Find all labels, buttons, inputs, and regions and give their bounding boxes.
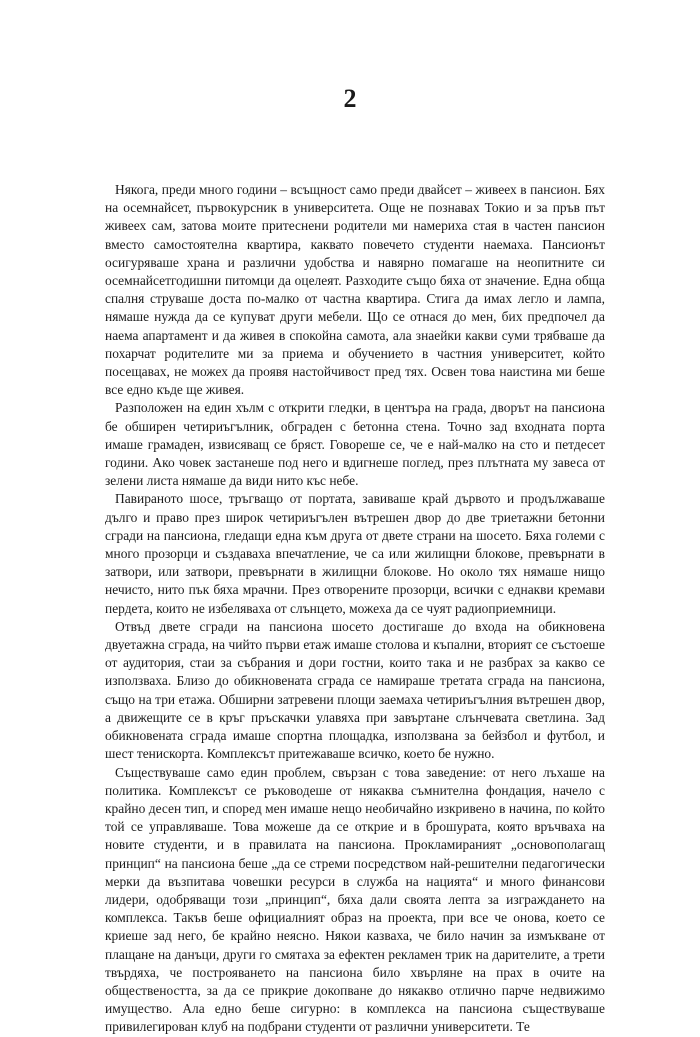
paragraph: Някога, преди много години – всъщност само преди двайсет – живеех в пансион. Бях на осемнайсет, първокурсник в университета. Още не познавах Токио и за пръв път живеех сам, затова моите притеснени родители ми намериха стая в частен пансион вместо самостоятелна квартира, каквато повечето студенти наемаха. Пансионът осигуряваше храна и различни удобства и навярно помагаше на неопитните си осемнайсетгодишни питомци да оцелеят. Разходите също бяха от значение. Една обща спалня струваше доста по-малко от частна квартира. Стига да имах легло и лампа, нямаше нужда да се купуват други мебели. Що се отнася до мен, бих предпочел да наема апартамент и да живея в спокойна самота, ала знаейки какви суми трябваше да похарчат родителите ми за приема и обучението в частния университет, който посещавах, не можех да проявя настойчивост пред тях. Освен това наистина ми беше все едно къде ще живея. <box>105 182 605 398</box>
paragraph: Отвъд двете сгради на пансиона шосето достигаше до входа на обикновена двуетажна сграда, на чийто първи етаж имаше столова и къпални, вторият се състоеше от аудитория, стаи за събрания и дори гостни, които така и не разбрах за какво се използваха. Близо до обикновената сграда се намираше третата сграда на пансиона, също на три етажа. Обширни затревени площи заемаха четириъгълния вътрешен двор, а движещите се в кръг пръскачки улавяха при завъртане слънчевата светлина. Зад обикновената сграда имаше спортна площадка, използвана за бейзбол и футбол, и шест тенискорта. Комплексът притежаваше всичко, което бе нужно. <box>105 618 605 762</box>
paragraph: Разположен на един хълм с открити гледки, в центъра на града, дворът на пансиона бе обширен четириъгълник, обграден с бетонна стена. Точно зад входната порта имаше грамаден, извисяващ се бряст. Говореше се, че е най-малко на сто и петдесет години. Ако човек застанеше под него и вдигнеше поглед, през плътната му завеса от зелени листа нямаше да види нито къс небе. <box>105 400 605 489</box>
chapter-body <box>105 181 605 1037</box>
chapter-number: 2 <box>343 84 357 113</box>
paragraph: Съществуваше само един проблем, свързан с това заведение: от него лъхаше на политика. Комплексът се ръководеше от някаква съмнителна фондация, начело с крайно десен тип, и според мен имаше нещо необичайно изкривено в начина, по който той се управляваше. Това можеше да се открие и в брошурата, която връчваха на новите студенти, и в правилата на пансиона. Прокламираният „основополагащ принцип“ на пансиона беше „да се стреми посредством най-решителни педагогически мерки да възпитава човешки ресурси в служба на нацията“ и много финансови лидери, одобряващи този „принцип“, бяха дали своята лепта за изграждането на комплекса. Такъв беше официалният образ на проекта, при все че онова, което се криеше зад него, бе крайно неясно. Някои казваха, че било начин за измъкване от плащане на данъци, други го смятаха за ефектен рекламен трик на дарителите, а трети твърдяха, че построяването на пансиона било хвърляне на прах в очите на обществеността, за да се прикрие докопване до някакво отлично парче недвижимо имущество. Ала едно беше сигурно: в комплекса на пансиона съществуваше привилегирован клуб на подбрани студенти от различни университети. Те <box>105 764 605 1035</box>
paragraph: Павираното шосе, тръгващо от портата, завиваше край дървото и продължаваше дълго и право през широк четириъгълен вътрешен двор до две триетажни бетонни сгради на пансиона, гледащи една към друга от двете страни на шосето. Бяха големи с много прозорци и създаваха впечатление, че са или жилищни блокове, превърнати в затвори, или затвори, превърнати в жилищни блокове. Но около тях нямаше нищо нечисто, нито пък бяха мрачни. През отворените прозорци, всички с еднакви кремави пердета, които не избеляваха от слънцето, можеха да се чуят радиоприемници. <box>105 491 605 616</box>
